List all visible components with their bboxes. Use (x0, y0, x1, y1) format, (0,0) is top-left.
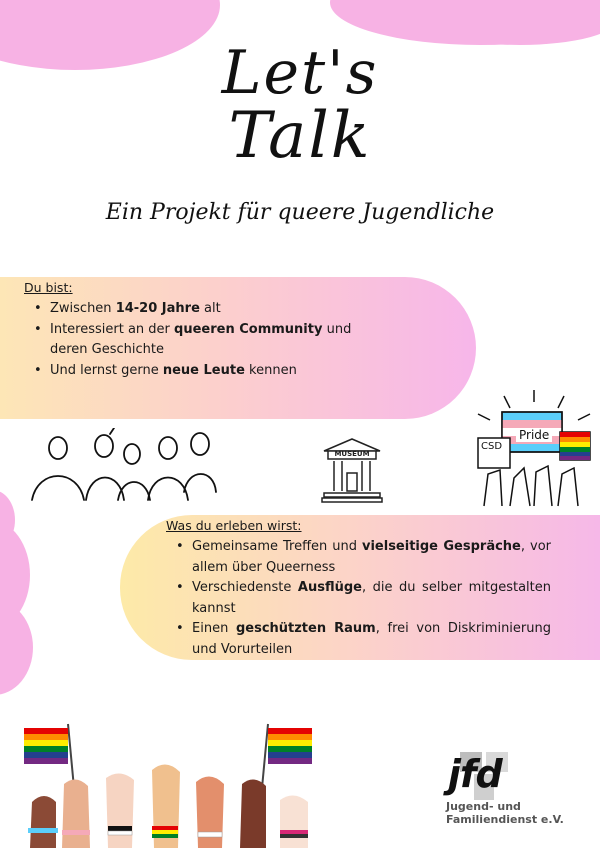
text: Einen (192, 621, 236, 636)
info-panel-experience (120, 515, 600, 660)
logo-line-2: Familiendienst e.V. (446, 813, 564, 826)
you-are-list (24, 299, 354, 381)
title-lets: Let's (221, 38, 379, 108)
list-item (166, 619, 551, 660)
bold-text: Ausflüge (297, 580, 362, 595)
bold-text: neue Leute (162, 362, 245, 378)
text: , frei von Diskriminierung und Vorurteilen (192, 621, 551, 657)
text: alt (199, 301, 221, 316)
cloud-left-middle-2 (0, 600, 33, 695)
list-item (166, 578, 551, 619)
subtitle: Ein Projekt für queere Jugendliche (105, 200, 495, 225)
section-heading: Was du erleben wirst: (166, 518, 302, 533)
list-item (24, 361, 354, 382)
text: Verschiedenste (192, 580, 298, 595)
list-item (166, 537, 551, 578)
text: kennen (244, 362, 297, 378)
museum-icon (320, 437, 384, 505)
list-item (24, 299, 354, 320)
museum-sign: MUSEUM (334, 450, 370, 458)
text: Zwischen (50, 301, 116, 316)
experience-list (166, 537, 551, 660)
bold-text: queeren Community (174, 321, 323, 337)
info-panel-you-are (0, 277, 476, 419)
bold-text: 14-20 Jahre (115, 301, 200, 316)
csd-sign: CSD (481, 441, 503, 452)
logo-line-1: Jugend- und (446, 800, 521, 813)
bold-text: vielseitige Gespräche (361, 539, 521, 554)
bold-text: geschützten Raum (235, 621, 376, 636)
title-talk: Talk (228, 99, 372, 173)
text: Gemeinsame Treffen und (192, 539, 362, 554)
rainbow-flag-left (24, 724, 74, 788)
rainbow-flag-right (262, 724, 312, 788)
jfd-logo (446, 752, 576, 832)
list-item (24, 320, 354, 361)
pride-sign: Pride (516, 428, 552, 442)
text: und deren Geschichte (50, 321, 352, 357)
text: Interessiert an der (50, 321, 175, 337)
text: , vor allem über Queerness (192, 539, 551, 575)
text: Und lernst gerne (50, 362, 163, 378)
people-illustration (28, 428, 218, 508)
section-heading: Du bist: (24, 280, 73, 295)
logo-subtitle (446, 800, 564, 826)
text: , die du selber mitgestalten kannst (192, 580, 551, 616)
logo-word: jfd (448, 752, 502, 796)
hands-flags-illustration (18, 718, 318, 848)
